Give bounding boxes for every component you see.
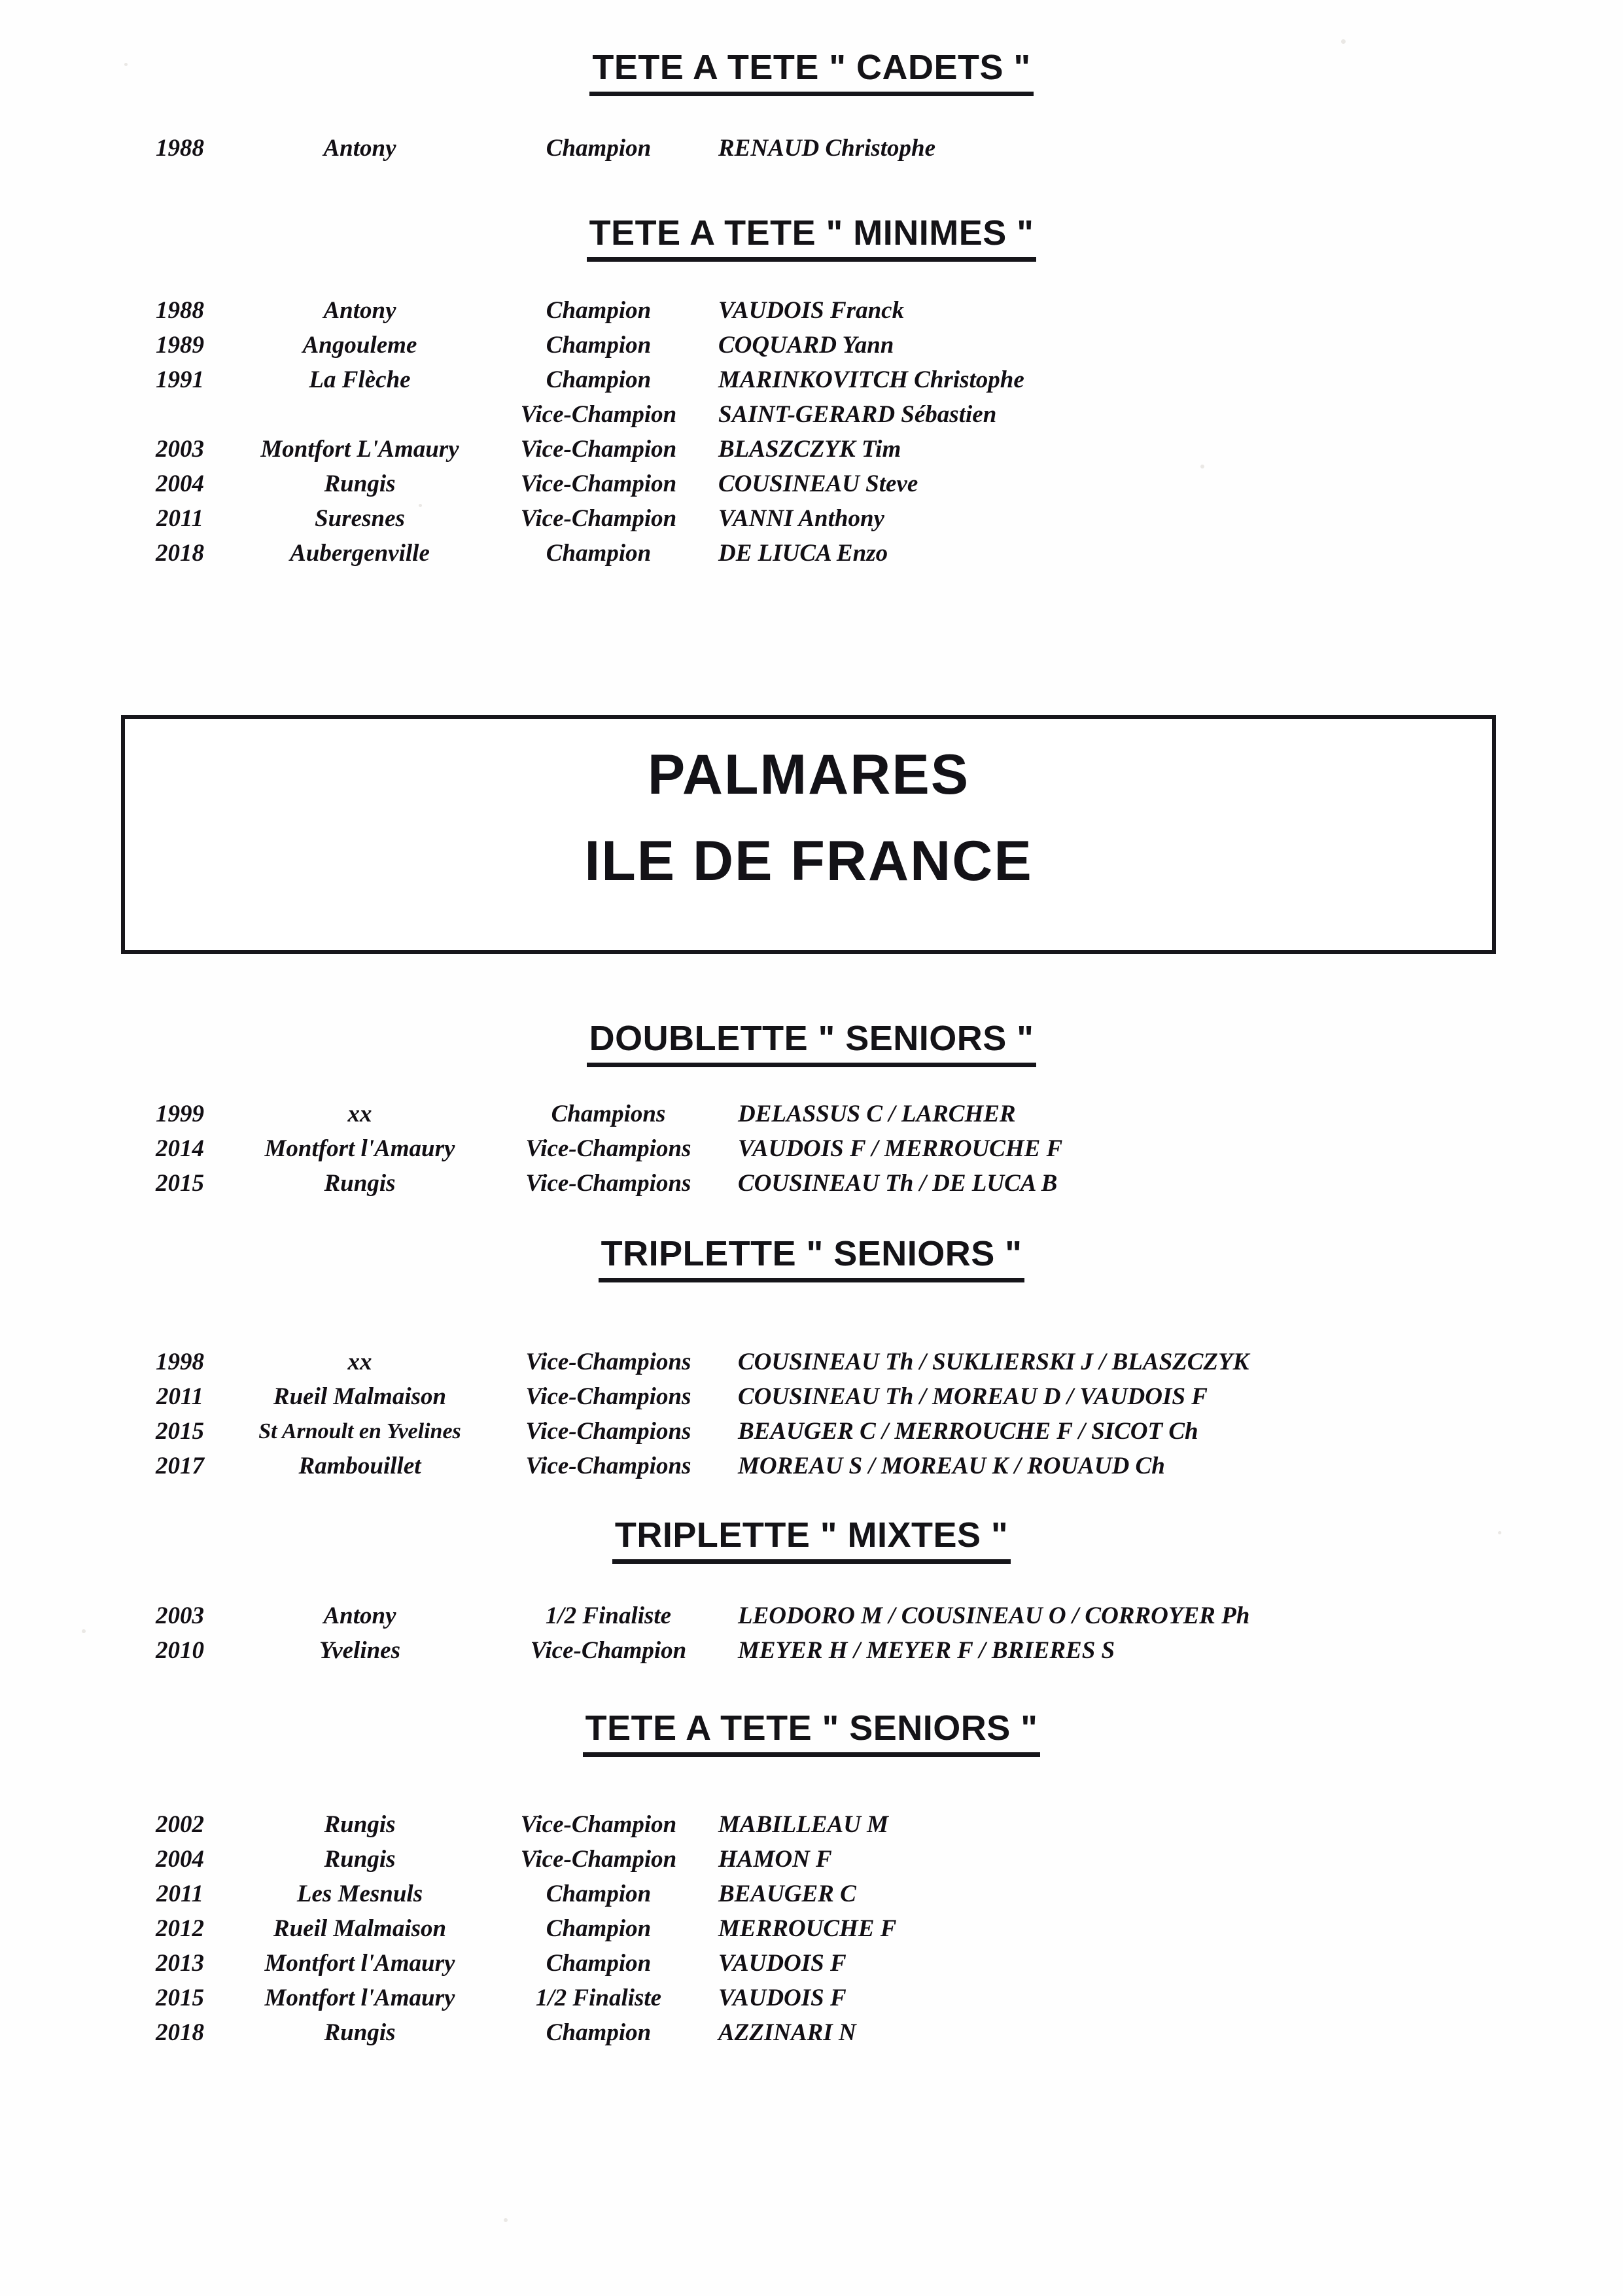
cell-city: Antony [323,1602,396,1629]
table-row [131,131,1405,166]
cell-year: 2003 [156,436,204,463]
cell-players: VAUDOIS Franck [718,297,905,324]
cell-players: COQUARD Yann [718,332,894,359]
table-row [131,432,1405,467]
table-row [131,1379,1425,1414]
cell-city: Montfort L'Amaury [260,436,459,463]
cell-result: 1/2 Finaliste [535,1985,662,2011]
section-heading-label: TETE A TETE " SENIORS " [583,1708,1041,1757]
palmares-title-line-1: PALMARES [647,743,970,806]
cell-players: DELASSUS C / LARCHER [738,1101,1016,1127]
cell-players: AZZINARI N [718,2019,856,2046]
cell-result: Vice-Champion [520,401,677,428]
table-row [131,1842,1405,1877]
cell-year: 2004 [156,1846,204,1873]
section-heading-label: DOUBLETTE " SENIORS " [587,1018,1037,1067]
cell-result: Vice-Champions [525,1349,691,1375]
cell-result: Champion [546,135,652,162]
palmares-title-line-2: ILE DE FRANCE [584,830,1033,892]
table-row [131,293,1405,328]
scan-speck [82,1629,86,1633]
cell-city: Suresnes [315,505,405,532]
results-table-triplette-mixtes [131,1598,1425,1668]
cell-city: Montfort l'Amaury [264,1135,455,1162]
cell-players: DE LIUCA Enzo [718,540,888,567]
table-row [131,2015,1405,2050]
table-row [131,1633,1425,1668]
cell-city: Les Mesnuls [296,1881,423,1907]
section-heading-label: TRIPLETTE " MIXTES " [612,1515,1011,1564]
cell-city: Rungis [324,2019,396,2046]
table-row [131,1911,1405,1946]
results-table-tete-a-tete-cadets [131,131,1405,166]
table-row [131,501,1405,536]
cell-result: Vice-Champion [520,1811,677,1838]
cell-city: Antony [323,297,396,324]
scan-speck [504,2218,508,2222]
cell-result: Vice-Champions [525,1418,691,1445]
cell-year: 2003 [156,1602,204,1629]
cell-city: Yvelines [319,1637,400,1664]
cell-city: xx [347,1101,372,1127]
table-row [131,1807,1405,1842]
cell-city: Rungis [324,1846,396,1873]
cell-result: Vice-Champion [520,505,677,532]
cell-city: Montfort l'Amaury [264,1950,455,1977]
section-heading-tete-a-tete-minimes [0,213,1623,262]
cell-city: Montfort l'Amaury [264,1985,455,2011]
section-heading-label: TRIPLETTE " SENIORS " [599,1233,1025,1282]
section-heading-doublette-seniors [0,1018,1623,1067]
cell-players: VANNI Anthony [718,505,884,532]
cell-result: Champion [546,332,652,359]
cell-result: Vice-Champions [525,1383,691,1410]
cell-players: BEAUGER C [718,1881,856,1907]
section-heading-triplette-mixtes [0,1515,1623,1564]
cell-players: VAUDOIS F / MERROUCHE F [738,1135,1063,1162]
results-table-triplette-seniors [131,1345,1425,1483]
table-row [131,1166,1425,1201]
cell-year: 2015 [156,1418,204,1445]
table-row [131,467,1405,501]
table-row [131,1598,1425,1633]
cell-year: 2014 [156,1135,204,1162]
cell-result: Vice-Champions [525,1453,691,1479]
cell-city: Angouleme [302,332,417,359]
cell-players: BLASZCZYK Tim [718,436,901,463]
cell-year: 2018 [156,2019,204,2046]
table-row [131,1131,1425,1166]
cell-year: 2015 [156,1170,204,1197]
cell-result: Champion [546,1881,652,1907]
cell-city: Rambouillet [298,1453,421,1479]
table-row [131,1414,1425,1449]
cell-result: Champion [546,366,652,393]
section-heading-label: TETE A TETE " CADETS " [589,47,1033,96]
cell-result: 1/2 Finaliste [545,1602,672,1629]
cell-players: BEAUGER C / MERROUCHE F / SICOT Ch [738,1418,1198,1445]
cell-year: 2004 [156,470,204,497]
cell-result: Champion [546,297,652,324]
cell-year: 1989 [156,332,204,359]
cell-year: 2015 [156,1985,204,2011]
results-table-tete-a-tete-seniors [131,1807,1405,2050]
cell-city: Antony [323,135,396,162]
cell-players: SAINT-GERARD Sébastien [718,401,997,428]
cell-year: 1991 [156,366,204,393]
cell-year: 2002 [156,1811,204,1838]
cell-year: 1999 [156,1101,204,1127]
section-heading-tete-a-tete-cadets [0,47,1623,96]
cell-players: MABILLEAU M [718,1811,889,1838]
cell-players: COUSINEAU Th / DE LUCA B [738,1170,1058,1197]
cell-result: Vice-Champion [520,436,677,463]
cell-players: COUSINEAU Th / MOREAU D / VAUDOIS F [738,1383,1208,1410]
cell-city: Rueil Malmaison [273,1915,447,1942]
table-row [131,397,1405,432]
cell-year: 2011 [156,505,203,532]
cell-result: Champion [546,540,652,567]
cell-city: Rungis [324,1170,396,1197]
cell-players: HAMON F [718,1846,832,1873]
table-row [131,328,1405,362]
cell-year: 2017 [156,1453,204,1479]
cell-city: La Flèche [309,366,411,393]
cell-year: 1998 [156,1349,204,1375]
cell-result: Vice-Champion [520,1846,677,1873]
cell-players: MARINKOVITCH Christophe [718,366,1024,393]
cell-year: 1988 [156,135,204,162]
table-row [131,1449,1425,1483]
cell-city: Rungis [324,1811,396,1838]
cell-year: 2018 [156,540,204,567]
cell-year [131,397,229,432]
table-row [131,1877,1405,1911]
cell-players: RENAUD Christophe [718,135,936,162]
cell-result: Champion [546,1915,652,1942]
results-table-doublette-seniors [131,1097,1425,1201]
cell-year: 2011 [156,1383,203,1410]
palmares-title-box [121,715,1496,954]
cell-result: Vice-Champion [530,1637,687,1664]
cell-year: 2010 [156,1637,204,1664]
table-row [131,362,1405,397]
cell-result: Vice-Champion [520,470,677,497]
table-row [131,1345,1425,1379]
cell-players: LEODORO M / COUSINEAU O / CORROYER Ph [738,1602,1250,1629]
table-row [131,1981,1405,2015]
table-row [131,1097,1425,1131]
cell-city [229,397,491,432]
section-heading-tete-a-tete-seniors [0,1708,1623,1757]
results-table-tete-a-tete-minimes [131,293,1405,571]
scan-speck [1341,39,1346,44]
cell-players: MOREAU S / MOREAU K / ROUAUD Ch [738,1453,1165,1479]
cell-city: Aubergenville [290,540,430,567]
cell-result: Champion [546,1950,652,1977]
table-row [131,536,1405,571]
cell-city: Rueil Malmaison [273,1383,447,1410]
cell-year: 2013 [156,1950,204,1977]
cell-city: St Arnoult en Yvelines [258,1419,461,1443]
section-heading-label: TETE A TETE " MINIMES " [587,213,1037,262]
cell-result: Vice-Champions [525,1170,691,1197]
cell-city: Rungis [324,470,396,497]
section-heading-triplette-seniors [0,1233,1623,1282]
cell-players: MEYER H / MEYER F / BRIERES S [738,1637,1115,1664]
cell-players: COUSINEAU Th / SUKLIERSKI J / BLASZCZYK [738,1349,1249,1375]
cell-year: 2011 [156,1881,203,1907]
cell-players: COUSINEAU Steve [718,470,918,497]
cell-players: VAUDOIS F [718,1950,846,1977]
cell-players: MERROUCHE F [718,1915,897,1942]
cell-result: Vice-Champions [525,1135,691,1162]
cell-year: 1988 [156,297,204,324]
cell-players: VAUDOIS F [718,1985,846,2011]
cell-result: Champion [546,2019,652,2046]
cell-result: Champions [551,1101,666,1127]
table-row [131,1946,1405,1981]
cell-city: xx [347,1349,372,1375]
cell-year: 2012 [156,1915,204,1942]
